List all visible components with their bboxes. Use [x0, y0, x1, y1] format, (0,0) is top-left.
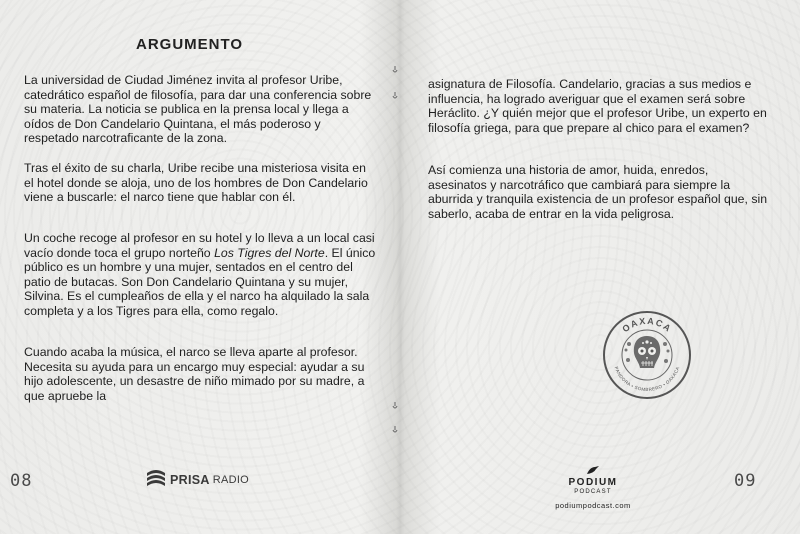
sugar-skull-icon	[634, 336, 660, 368]
prisa-radio-wave-icon	[145, 467, 167, 492]
spine-stitch-icon	[391, 402, 399, 412]
svg-text:PANDORA • SOMBRERO • OAXACA	[614, 366, 681, 392]
podium-subtitle: PODCAST	[574, 489, 612, 495]
page-number: 08	[10, 471, 33, 491]
left-page	[0, 0, 398, 534]
podium-podcast-logo	[538, 466, 648, 510]
prisa-logo-suffix: RADIO	[212, 473, 250, 486]
podium-bird-icon	[538, 466, 648, 476]
band-name: Los Tigres del Norte	[214, 245, 325, 260]
stamp-bottom-text: PANDORA • SOMBRERO • OAXACA	[613, 365, 681, 393]
spine-stitch-icon	[391, 66, 399, 76]
paragraph: Así comienza una historia de amor, huida, enredos, asesinatos y narcotráfico que cambiará para siempre la aburrida y tranquila existencia de un profesor español que, sin saberlo, acaba de entrar en la vida peligrosa.	[428, 163, 768, 221]
spine-stitch-icon	[391, 426, 399, 436]
page-number: 09	[734, 471, 757, 491]
oaxaca-stamp	[602, 310, 692, 400]
right-page	[400, 0, 800, 534]
spine-stitch-icon	[391, 92, 399, 102]
paragraph: Tras el éxito de su charla, Uribe recibe una misteriosa visita en el hotel donde se aloja, uno de los hombres de Don Candelario viene a buscarle: el narco tiene que hablar con él.	[24, 161, 368, 205]
paragraph: Un coche recoge al profesor en su hotel y lo lleva a un local casi vacío donde toca el grupo norteño Los Tigres del Norte. El único público es un hombre y una mujer, sentados en el centro del patio de butacas. Son Don Candelario Quintana y su mujer, Silvina. Es el cumpleaños de ella y el narco ha alquilado la sala completa y a los Tigres para ella, como regalo.	[24, 231, 376, 318]
page-heading: ARGUMENTO	[136, 36, 244, 53]
prisa-logo-name: PRISA	[170, 472, 210, 487]
svg-text:OAXACA	[620, 316, 673, 334]
stamp-top-text: OAXACA	[620, 315, 674, 335]
paragraph: La universidad de Ciudad Jiménez invita al profesor Uribe, catedrático español de filosofía, para dar una conferencia sobre su materia. La noticia se publica en la prensa local y llega a oídos de Don Candelario Quintana, el más poderoso y respetado narcotraficante de la zona.	[24, 73, 372, 146]
paragraph: asignatura de Filosofía. Candelario, gracias a sus medios e influencia, ha logrado averiguar que el examen será sobre Heráclito. ¿Y quién mejor que el profesor Uribe, un experto en filosofía griega, para que prepare al chico para el examen?	[428, 77, 767, 135]
prisa-radio-logo	[145, 467, 249, 492]
paragraph: Cuando acaba la música, el narco se lleva aparte al profesor. Necesita su ayuda para un encargo muy especial: ayudar a su hijo adolescente, un desastre de niño mimado por su madre, a que apruebe la	[24, 345, 365, 403]
podium-brand: PODIUM	[568, 477, 618, 488]
podium-url: podiumpodcast.com	[555, 501, 631, 510]
